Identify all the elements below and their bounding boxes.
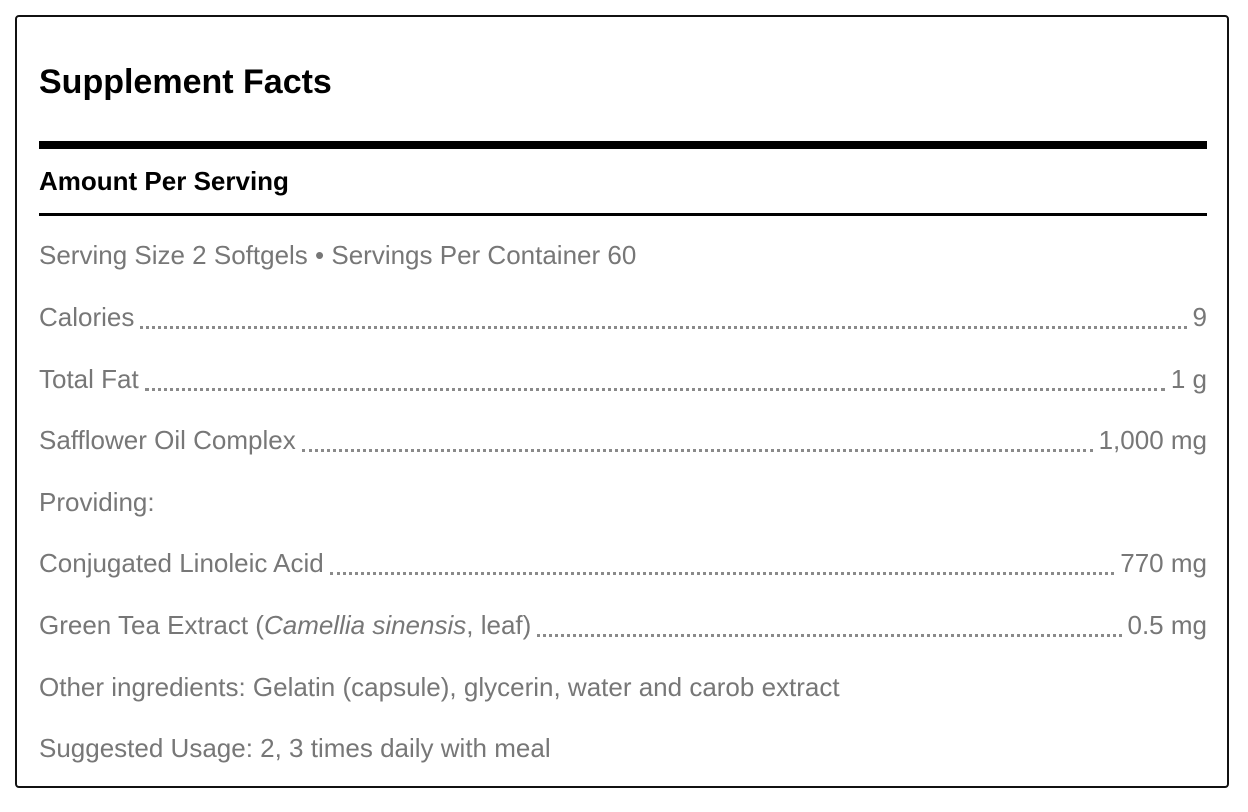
nutrient-value: 0.5 mg: [1127, 610, 1207, 640]
nutrient-value: 1 g: [1170, 364, 1207, 394]
serving-info: Serving Size 2 Softgels • Servings Per Container 60: [39, 240, 637, 270]
suggested-usage: Suggested Usage: 2, 3 times daily with meal: [39, 733, 551, 763]
thin-divider: [39, 213, 1207, 216]
providing-label: Providing:: [39, 487, 155, 517]
nutrient-label: Safflower Oil Complex: [39, 425, 296, 455]
dot-leader: [145, 388, 1165, 391]
supplement-facts-panel: [15, 15, 1229, 788]
nutrient-label: Conjugated Linoleic Acid: [39, 548, 324, 578]
nutrient-label: Total Fat: [39, 364, 139, 394]
botanical-name: Camellia sinensis: [263, 610, 467, 640]
dot-leader: [302, 449, 1093, 452]
amount-per-serving-heading: Amount Per Serving: [39, 166, 289, 196]
nutrient-value: 9: [1192, 302, 1207, 332]
nutrient-row-green-tea: [39, 607, 1207, 643]
nutrient-value: 1,000 mg: [1098, 425, 1207, 455]
panel-content: [39, 17, 1207, 786]
panel-title: Supplement Facts: [39, 63, 332, 101]
nutrient-row-safflower-oil: [39, 422, 1207, 458]
nutrient-label: [39, 607, 531, 643]
nutrient-value: 770 mg: [1120, 548, 1207, 578]
dot-leader: [537, 634, 1121, 637]
thick-divider: [39, 141, 1207, 149]
nutrient-label: Calories: [39, 302, 135, 332]
nutrient-row-cla: [39, 545, 1207, 581]
label-suffix: , leaf): [466, 610, 532, 640]
other-ingredients: Other ingredients: Gelatin (capsule), glycerin, water and carob extract: [39, 672, 840, 702]
nutrient-row-calories: [39, 299, 1207, 335]
label-prefix: Green Tea Extract (: [39, 610, 264, 640]
dot-leader: [140, 326, 1186, 329]
nutrient-row-total-fat: [39, 361, 1207, 397]
dot-leader: [330, 572, 1115, 575]
